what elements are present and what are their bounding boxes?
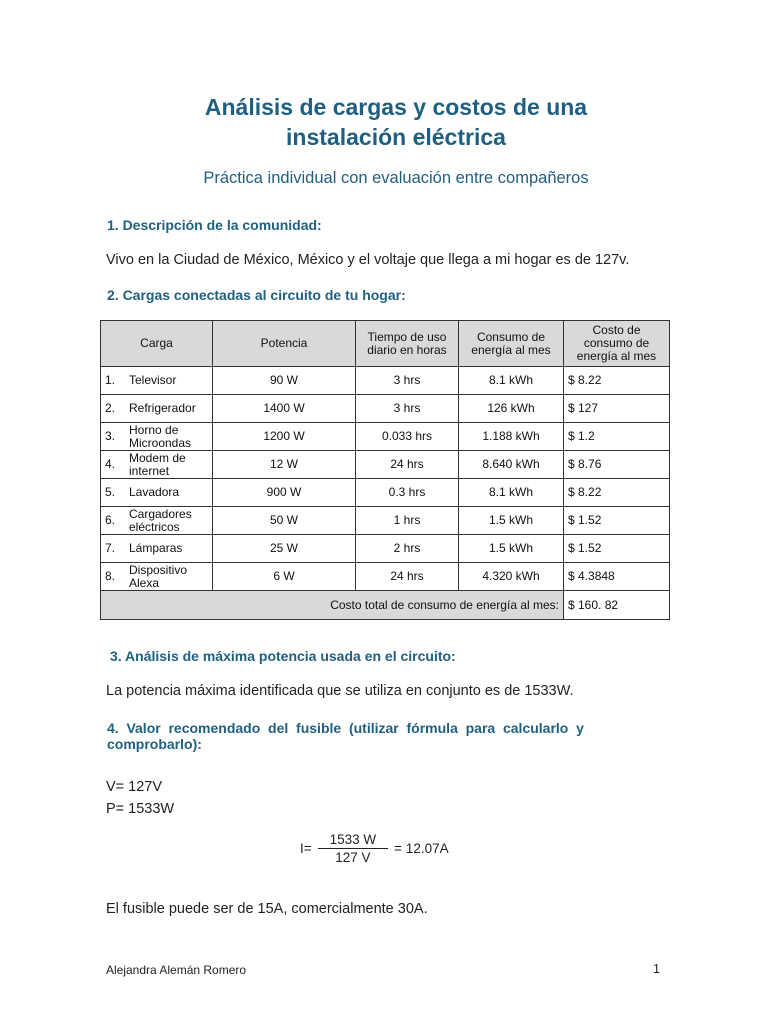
loads-table <box>100 320 670 620</box>
costo-cell: $ 4.3848 <box>564 563 670 591</box>
formula-numerator: 1533 W <box>318 831 389 849</box>
current-formula <box>300 831 449 866</box>
carga-cell <box>101 535 213 563</box>
total-row <box>101 591 670 620</box>
section-3-heading: 3. Análisis de máxima potencia usada en el circuito: <box>110 648 456 664</box>
document-subtitle: Práctica individual con evaluación entre compañeros <box>203 169 589 187</box>
tiempo-cell: 24 hrs <box>356 563 459 591</box>
consumo-cell: 1.5 kWh <box>459 507 564 535</box>
voltage-value: V= 127V <box>106 779 163 795</box>
item-name: Modem de internet <box>129 450 186 478</box>
carga-cell <box>101 563 213 591</box>
header-potencia: Potencia <box>213 321 356 367</box>
title-line-1: Análisis de cargas y costos de una <box>204 94 588 120</box>
formula-lhs: I= <box>300 841 312 856</box>
carga-cell <box>101 423 213 451</box>
potencia-cell: 900 W <box>213 479 356 507</box>
table-row <box>101 367 670 395</box>
item-number: 1. <box>105 373 116 387</box>
section-3-text: La potencia máxima identificada que se utiliza en conjunto es de 1533W. <box>106 683 574 699</box>
formula-denominator: 127 V <box>335 850 371 865</box>
header-tiempo: Tiempo de uso diario en horas <box>356 321 459 367</box>
tiempo-cell: 0.033 hrs <box>356 423 459 451</box>
item-number: 7. <box>105 541 116 555</box>
potencia-cell: 90 W <box>213 367 356 395</box>
table-row <box>101 423 670 451</box>
item-name: Televisor <box>129 373 177 387</box>
potencia-cell: 25 W <box>213 535 356 563</box>
potencia-cell: 50 W <box>213 507 356 535</box>
section-4-heading-line-2: comprobarlo): <box>107 736 202 752</box>
item-name: Cargadores eléctricos <box>129 506 192 534</box>
consumo-cell: 1.188 kWh <box>459 423 564 451</box>
document-title <box>100 92 692 152</box>
costo-cell: $ 8.22 <box>564 367 670 395</box>
formula-fraction <box>318 831 389 866</box>
page-number: 1 <box>653 962 660 976</box>
section-2-heading: 2. Cargas conectadas al circuito de tu hogar: <box>107 287 406 303</box>
potencia-cell: 1400 W <box>213 395 356 423</box>
section-4-heading <box>107 720 661 752</box>
table-row <box>101 451 670 479</box>
costo-cell: $ 1.2 <box>564 423 670 451</box>
consumo-cell: 4.320 kWh <box>459 563 564 591</box>
consumo-cell: 1.5 kWh <box>459 535 564 563</box>
item-number: 4. <box>105 457 116 471</box>
costo-cell: $ 8.76 <box>564 451 670 479</box>
header-carga: Carga <box>101 321 213 367</box>
carga-cell <box>101 507 213 535</box>
footer-author: Alejandra Alemán Romero <box>106 963 247 977</box>
potencia-cell: 6 W <box>213 563 356 591</box>
formula-result: = 12.07A <box>394 841 449 856</box>
costo-cell: $ 8.22 <box>564 479 670 507</box>
section-4-heading-line-1: 4. Valor recomendado del fusible (utilizar fórmula para calcularlo y <box>107 720 584 736</box>
table-row <box>101 535 670 563</box>
item-number: 2. <box>105 401 116 415</box>
item-name: Refrigerador <box>129 401 196 415</box>
item-name: Horno de Microondas <box>129 422 192 450</box>
item-name: Dispositivo Alexa <box>129 562 188 590</box>
total-value: $ 160. 82 <box>564 591 670 620</box>
item-number: 6. <box>105 513 116 527</box>
item-name: Lavadora <box>129 485 180 499</box>
potencia-cell: 12 W <box>213 451 356 479</box>
carga-cell <box>101 395 213 423</box>
consumo-cell: 8.1 kWh <box>459 479 564 507</box>
header-costo: Costo de consumo de energía al mes <box>564 321 670 367</box>
table-row <box>101 395 670 423</box>
tiempo-cell: 3 hrs <box>356 395 459 423</box>
tiempo-cell: 1 hrs <box>356 507 459 535</box>
tiempo-cell: 24 hrs <box>356 451 459 479</box>
item-number: 3. <box>105 429 116 443</box>
section-1-heading: 1. Descripción de la comunidad: <box>107 217 322 233</box>
total-label: Costo total de consumo de energía al mes: <box>101 591 564 620</box>
consumo-cell: 126 kWh <box>459 395 564 423</box>
section-1-text: Vivo en la Ciudad de México, México y el voltaje que llega a mi hogar es de 127v. <box>106 252 630 268</box>
costo-cell: $ 1.52 <box>564 507 670 535</box>
table-row <box>101 507 670 535</box>
header-consumo: Consumo de energía al mes <box>459 321 564 367</box>
costo-cell: $ 1.52 <box>564 535 670 563</box>
table-row <box>101 479 670 507</box>
table-header-row <box>101 321 670 367</box>
power-value: P= 1533W <box>106 801 175 817</box>
consumo-cell: 8.640 kWh <box>459 451 564 479</box>
tiempo-cell: 3 hrs <box>356 367 459 395</box>
title-line-2: instalación eléctrica <box>286 124 506 150</box>
potencia-cell: 1200 W <box>213 423 356 451</box>
carga-cell <box>101 367 213 395</box>
carga-cell <box>101 451 213 479</box>
tiempo-cell: 0.3 hrs <box>356 479 459 507</box>
item-number: 5. <box>105 485 116 499</box>
consumo-cell: 8.1 kWh <box>459 367 564 395</box>
item-name: Lámparas <box>129 541 183 555</box>
item-number: 8. <box>105 569 116 583</box>
carga-cell <box>101 479 213 507</box>
section-4-conclusion: El fusible puede ser de 15A, comercialmente 30A. <box>106 901 428 917</box>
costo-cell: $ 127 <box>564 395 670 423</box>
tiempo-cell: 2 hrs <box>356 535 459 563</box>
table-row <box>101 563 670 591</box>
